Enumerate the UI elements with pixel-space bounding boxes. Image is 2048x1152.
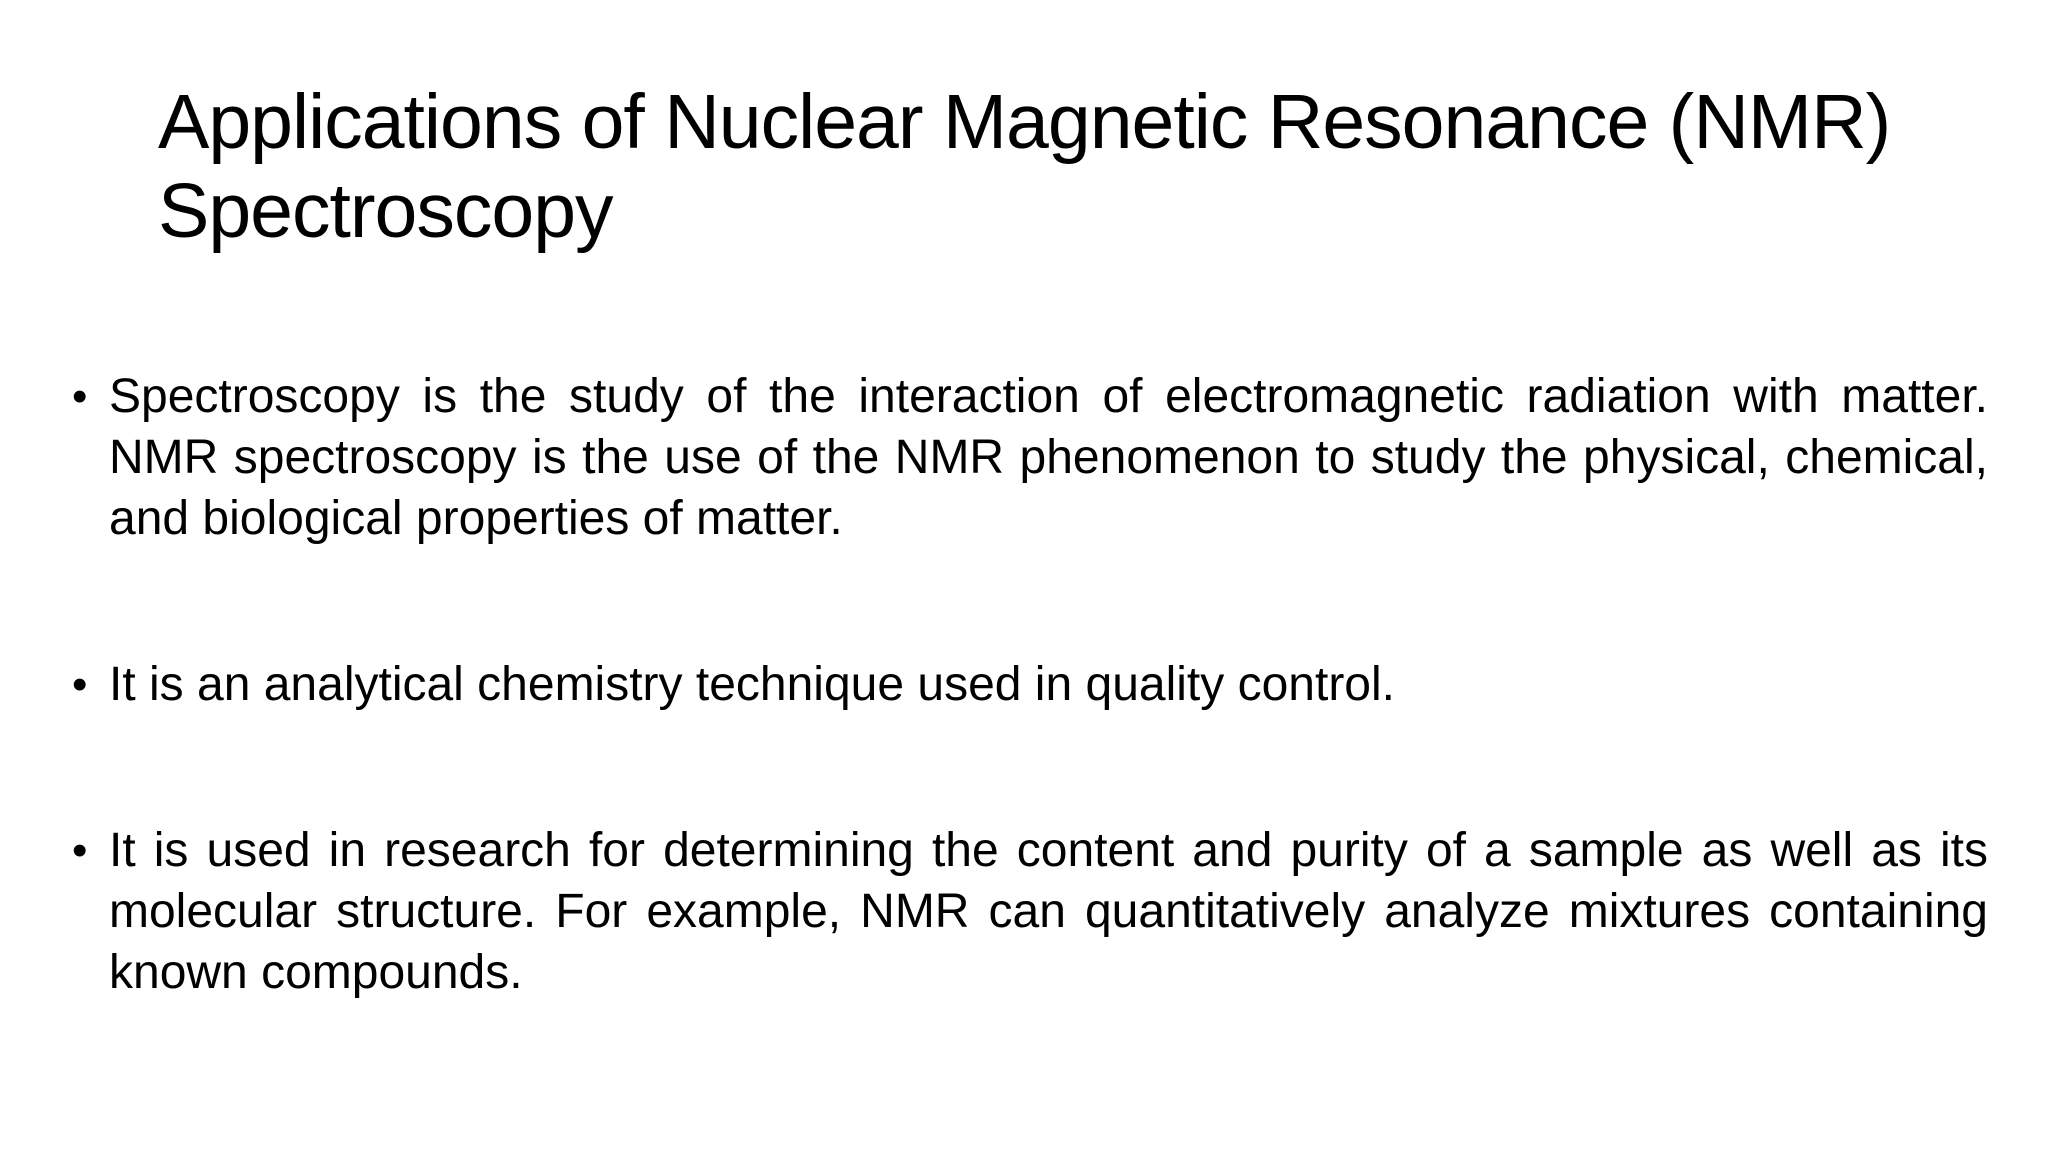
bullet-dot-icon: • (72, 826, 88, 875)
bullet-list (72, 366, 1988, 1003)
bullet-dot-icon: • (72, 372, 88, 421)
slide-title: Applications of Nuclear Magnetic Resonance (NMR) Spectroscopy (158, 79, 1891, 254)
bullet-item (72, 654, 1988, 715)
bullet-item (72, 366, 1988, 549)
bullet-text: Spectroscopy is the study of the interaction of electromagnetic radiation with matter. NMR spectroscopy is the use of the NMR phenomenon to study the physical, chemical, and biological properties of matter. (109, 370, 1988, 545)
bullet-item (72, 820, 1988, 1003)
bullet-text: It is an analytical chemistry technique used in quality control. (109, 658, 1395, 711)
bullet-dot-icon: • (72, 660, 88, 709)
bullet-text: It is used in research for determining the content and purity of a sample as well as its molecular structure. For example, NMR can quantitatively analyze mixtures containing known compounds. (109, 824, 1988, 999)
